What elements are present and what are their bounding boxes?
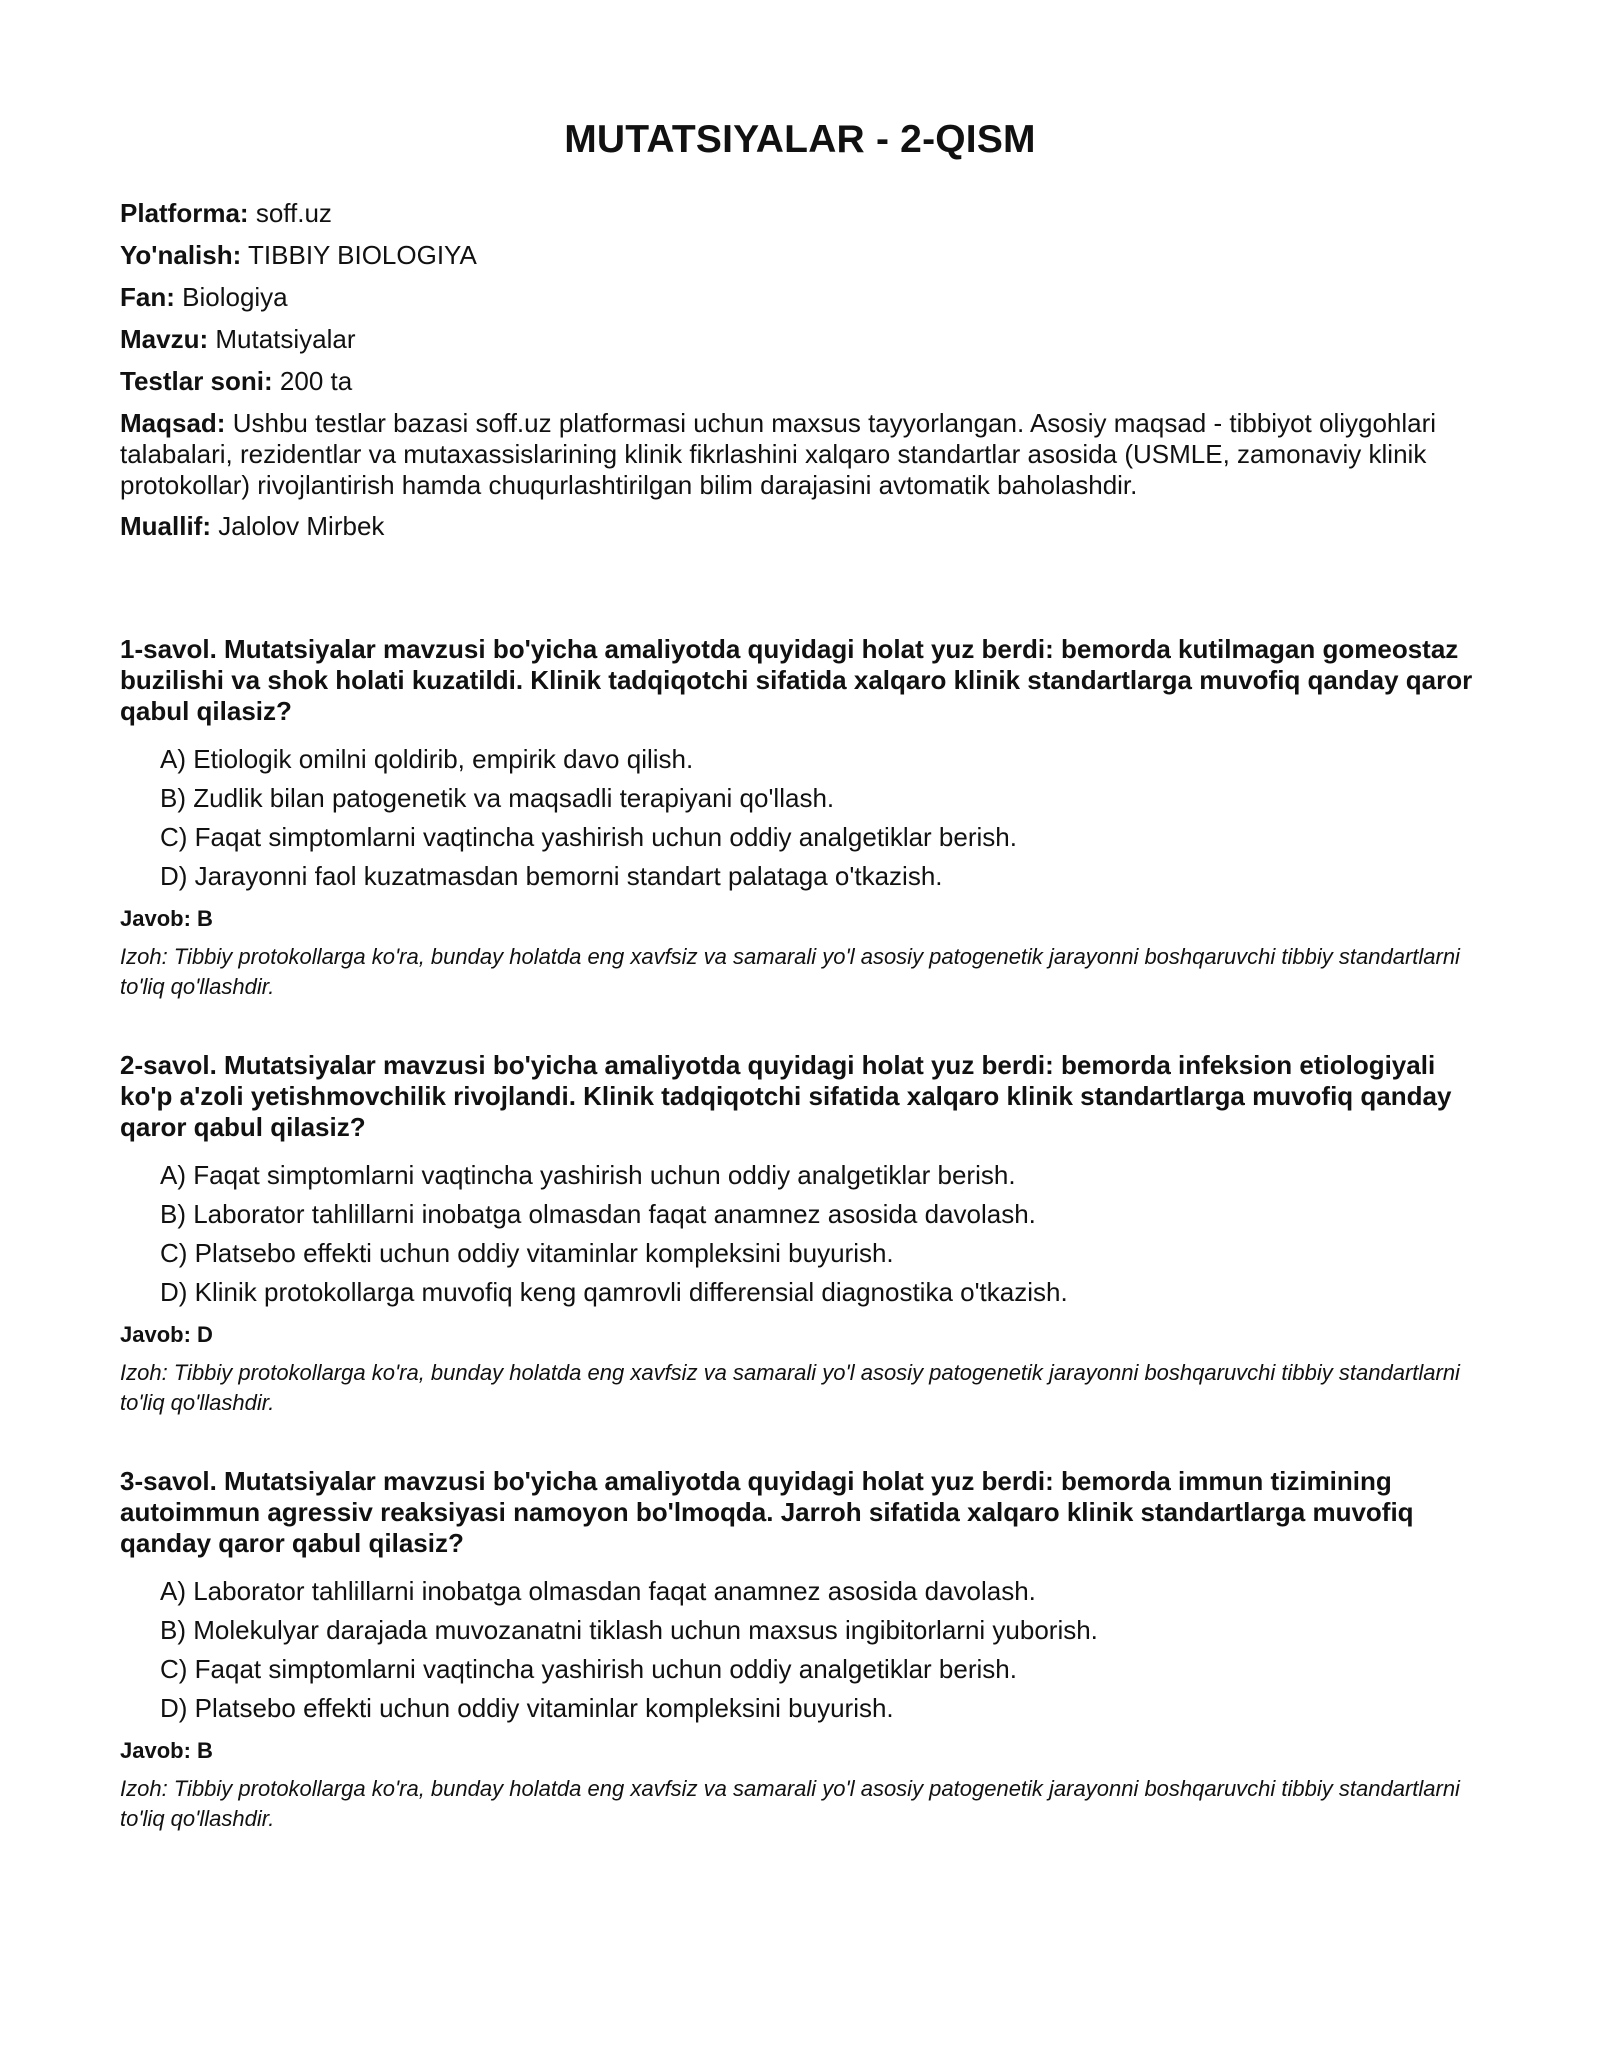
meta-goal [120, 408, 1480, 501]
meta-label: Mavzu: [120, 324, 209, 354]
meta-subject [120, 282, 1480, 313]
question-text: 1-savol. Mutatsiyalar mavzusi bo'yicha amaliyotda quyidagi holat yuz berdi: bemorda kutilmagan gomeostaz buzilishi va shok holati kuzatildi. Klinik tadqiqotchi sifatida xalqaro klinik standartlarga muvofiq qanday qaror qabul qilasiz? [120, 634, 1473, 726]
meta-value: Mutatsiyalar [215, 324, 356, 354]
answer-explanation: Izoh: Tibbiy protokollarga ko'ra, bunday holatda eng xavfsiz va samarali yo'l asosiy patogenetik jarayonni boshqaruvchi tibbiy standartlarni to'liq qo'llashdir. [120, 1776, 1460, 1831]
correct-answer: Javob: B [120, 906, 213, 931]
answer-options [160, 1576, 1480, 1724]
option-d: D) Platsebo effekti uchun oddiy vitaminlar kompleksini buyurish. [160, 1693, 894, 1723]
meta-author [120, 511, 1480, 542]
meta-value: Ushbu testlar bazasi soff.uz platformasi uchun maxsus tayyorlangan. Asosiy maqsad - tibbiyot oliygohlari talabalari, rezidentlar va mutaxassislarining klinik fikrlashini xalqaro standartlar asosida (USMLE, zamonaviy klinik protokollar) rivojlantirish hamda chuqurlashtirilgan bilim darajasini avtomatik baholashdir. [120, 408, 1437, 500]
correct-answer: Javob: B [120, 1738, 213, 1763]
option-b: B) Laborator tahlillarni inobatga olmasdan faqat anamnez asosida davolash. [160, 1199, 1036, 1229]
meta-value: TIBBIY BIOLOGIYA [248, 240, 477, 270]
option-a: A) Etiologik omilni qoldirib, empirik davo qilish. [160, 744, 694, 774]
question-item [120, 1050, 1480, 1418]
option-b: B) Zudlik bilan patogenetik va maqsadli terapiyani qo'llash. [160, 783, 835, 813]
meta-value: Biologiya [182, 282, 288, 312]
option-b: B) Molekulyar darajada muvozanatni tiklash uchun maxsus ingibitorlarni yuborish. [160, 1615, 1098, 1645]
option-d: D) Klinik protokollarga muvofiq keng qamrovli differensial diagnostika o'tkazish. [160, 1277, 1068, 1307]
meta-topic [120, 324, 1480, 355]
option-c: C) Platsebo effekti uchun oddiy vitaminlar kompleksini buyurish. [160, 1238, 894, 1268]
meta-value: soff.uz [255, 198, 332, 228]
answer-explanation: Izoh: Tibbiy protokollarga ko'ra, bunday holatda eng xavfsiz va samarali yo'l asosiy patogenetik jarayonni boshqaruvchi tibbiy standartlarni to'liq qo'llashdir. [120, 1360, 1460, 1415]
meta-test-count [120, 366, 1480, 397]
meta-value: 200 ta [279, 366, 353, 396]
question-text: 3-savol. Mutatsiyalar mavzusi bo'yicha amaliyotda quyidagi holat yuz berdi: bemorda immun tizimining autoimmun agressiv reaksiyasi namoyon bo'lmoqda. Jarroh sifatida xalqaro klinik standartlarga muvofiq qanday qaror qabul qilasiz? [120, 1466, 1414, 1558]
question-list [120, 634, 1480, 1834]
option-c: C) Faqat simptomlarni vaqtincha yashirish uchun oddiy analgetiklar berish. [160, 822, 1017, 852]
meta-label: Fan: [120, 282, 175, 312]
meta-value: Jalolov Mirbek [218, 511, 385, 541]
meta-label: Platforma: [120, 198, 249, 228]
document-page [120, 118, 1480, 1882]
meta-platform [120, 198, 1480, 229]
question-text: 2-savol. Mutatsiyalar mavzusi bo'yicha amaliyotda quyidagi holat yuz berdi: bemorda infeksion etiologiyali ko'p a'zoli yetishmovchilik rivojlandi. Klinik tadqiqotchi sifatida xalqaro klinik standartlarga muvofiq qanday qaror qabul qilasiz? [120, 1050, 1452, 1142]
correct-answer: Javob: D [120, 1322, 213, 1347]
answer-options [160, 1160, 1480, 1308]
meta-label: Testlar soni: [120, 366, 273, 396]
meta-label: Muallif: [120, 511, 211, 541]
option-d: D) Jarayonni faol kuzatmasdan bemorni standart palataga o'tkazish. [160, 861, 943, 891]
answer-explanation: Izoh: Tibbiy protokollarga ko'ra, bunday holatda eng xavfsiz va samarali yo'l asosiy patogenetik jarayonni boshqaruvchi tibbiy standartlarni to'liq qo'llashdir. [120, 944, 1460, 999]
answer-options [160, 744, 1480, 892]
meta-label: Yo'nalish: [120, 240, 242, 270]
page-title: MUTATSIYALAR - 2-QISM [564, 118, 1036, 161]
question-item [120, 634, 1480, 1002]
option-a: A) Faqat simptomlarni vaqtincha yashirish uchun oddiy analgetiklar berish. [160, 1160, 1016, 1190]
meta-label: Maqsad: [120, 408, 226, 438]
meta-direction [120, 240, 1480, 271]
option-c: C) Faqat simptomlarni vaqtincha yashirish uchun oddiy analgetiklar berish. [160, 1654, 1017, 1684]
question-item [120, 1466, 1480, 1834]
option-a: A) Laborator tahlillarni inobatga olmasdan faqat anamnez asosida davolash. [160, 1576, 1036, 1606]
document-metadata [120, 198, 1480, 542]
